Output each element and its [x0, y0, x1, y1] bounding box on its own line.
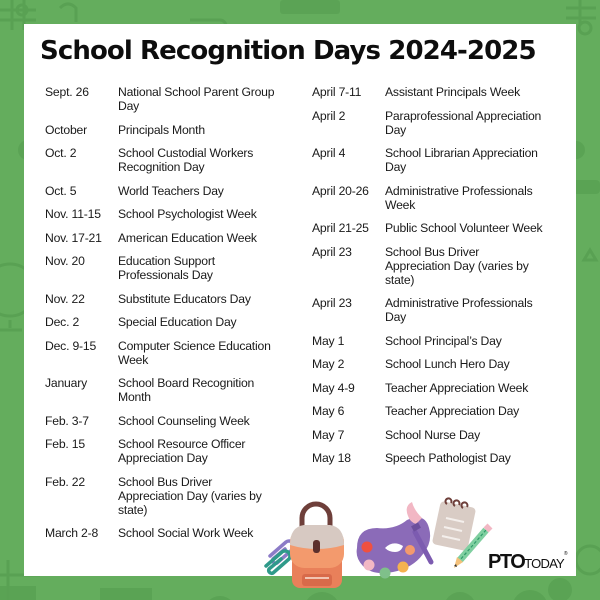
event-name: Assistant Principals Week	[385, 85, 520, 99]
event-date: Feb. 15	[45, 437, 85, 451]
list-item	[312, 334, 572, 348]
event-name: Teacher Appreciation Day	[385, 404, 520, 418]
list-item	[312, 404, 572, 418]
recognition-days-card	[24, 24, 576, 576]
event-name: Public School Volunteer Week	[385, 221, 543, 235]
event-name: School Bus Driver Appreciation Day (varies by state)	[118, 474, 262, 517]
list-item	[45, 207, 305, 221]
event-date: April 23	[312, 296, 352, 310]
list-item	[312, 296, 572, 324]
event-name: School Social Work Week	[118, 526, 254, 540]
event-date: October	[45, 122, 87, 137]
list-item	[45, 414, 305, 428]
list-item	[45, 85, 305, 113]
event-date: May 6	[312, 404, 345, 418]
event-name: Principals Month	[118, 122, 205, 137]
event-date: April 23	[312, 244, 352, 259]
list-item	[312, 85, 572, 99]
list-item	[45, 315, 305, 329]
list-item	[45, 254, 305, 282]
event-name: Paraprofessional Appreciation Day	[385, 108, 542, 137]
event-date: Oct. 5	[45, 183, 77, 198]
event-date: Nov. 17-21	[45, 230, 102, 245]
event-name: American Education Week	[118, 230, 257, 245]
event-name: Substitute Educators Day	[118, 291, 251, 306]
event-name: School Psychologist Week	[118, 207, 257, 221]
event-name: Administrative Professionals Day	[385, 296, 533, 324]
list-item	[45, 146, 305, 174]
event-name: Administrative Professionals Week	[385, 183, 533, 212]
event-date: March 2-8	[45, 526, 99, 540]
event-name: School Custodial Workers Recognition Day	[118, 146, 254, 174]
event-date: Dec. 2	[45, 315, 80, 329]
event-name: Teacher Appreciation Week	[385, 380, 529, 395]
list-item	[45, 376, 305, 404]
event-name: School Lunch Hero Day	[385, 357, 510, 371]
event-date: April 4	[312, 146, 346, 160]
event-name: School Board Recognition Month	[118, 376, 255, 404]
event-date: May 2	[312, 357, 345, 371]
event-date: May 4-9	[312, 380, 355, 395]
left-column-list	[45, 85, 305, 550]
event-name: School Nurse Day	[385, 427, 481, 442]
right-column-list	[312, 85, 572, 475]
event-name: National School Parent Group Day	[118, 85, 275, 113]
list-item	[45, 339, 305, 367]
event-name: School Counseling Week	[118, 413, 250, 428]
list-item	[45, 475, 305, 517]
event-name: School Principal’s Day	[385, 333, 502, 348]
event-date: May 1	[312, 333, 345, 348]
list-item	[45, 123, 305, 137]
logo-trademark: ®	[563, 551, 568, 557]
event-date: April 21-25	[312, 221, 369, 235]
list-item	[312, 109, 572, 137]
event-name: Special Education Day	[118, 315, 237, 329]
list-item	[312, 451, 572, 465]
list-item	[312, 245, 572, 287]
event-date: April 2	[312, 108, 346, 123]
list-item	[312, 357, 572, 371]
event-name: Education Support Professionals Day	[118, 254, 215, 282]
event-date: Sept. 26	[45, 85, 89, 99]
event-date: January	[45, 376, 87, 390]
event-name: School Resource Officer Appreciation Day	[118, 437, 246, 465]
event-date: Feb. 22	[45, 474, 85, 489]
list-item	[312, 184, 572, 212]
event-date: April 20-26	[312, 183, 369, 198]
event-date: Feb. 3-7	[45, 413, 89, 428]
event-date: Dec. 9-15	[45, 338, 97, 353]
event-date: May 7	[312, 427, 345, 442]
pto-today-logo	[488, 551, 568, 574]
event-name: School Bus Driver Appreciation Day (varies by state)	[385, 244, 529, 287]
list-item	[45, 184, 305, 198]
event-name: World Teachers Day	[118, 183, 224, 198]
list-item	[45, 231, 305, 245]
logo-pto-text: PTO	[488, 551, 525, 573]
logo-today-text: TODAY	[524, 556, 564, 571]
event-name: Speech Pathologist Day	[385, 451, 511, 465]
event-date: May 18	[312, 451, 351, 465]
event-date: Nov. 22	[45, 291, 85, 306]
event-name: Computer Science Education Week	[118, 338, 271, 367]
event-date: Nov. 20	[45, 254, 85, 268]
list-item	[45, 437, 305, 465]
event-date: Oct. 2	[45, 146, 77, 160]
list-item	[45, 292, 305, 306]
event-date: April 7-11	[312, 85, 362, 99]
list-item	[312, 221, 572, 235]
event-date: Nov. 11-15	[45, 207, 101, 221]
page-title: School Recognition Days 2024-2025	[40, 36, 536, 66]
list-item	[312, 381, 572, 395]
list-item	[312, 428, 572, 442]
list-item	[45, 526, 305, 540]
list-item	[312, 146, 572, 174]
event-name: School Librarian Appreciation Day	[385, 146, 538, 174]
